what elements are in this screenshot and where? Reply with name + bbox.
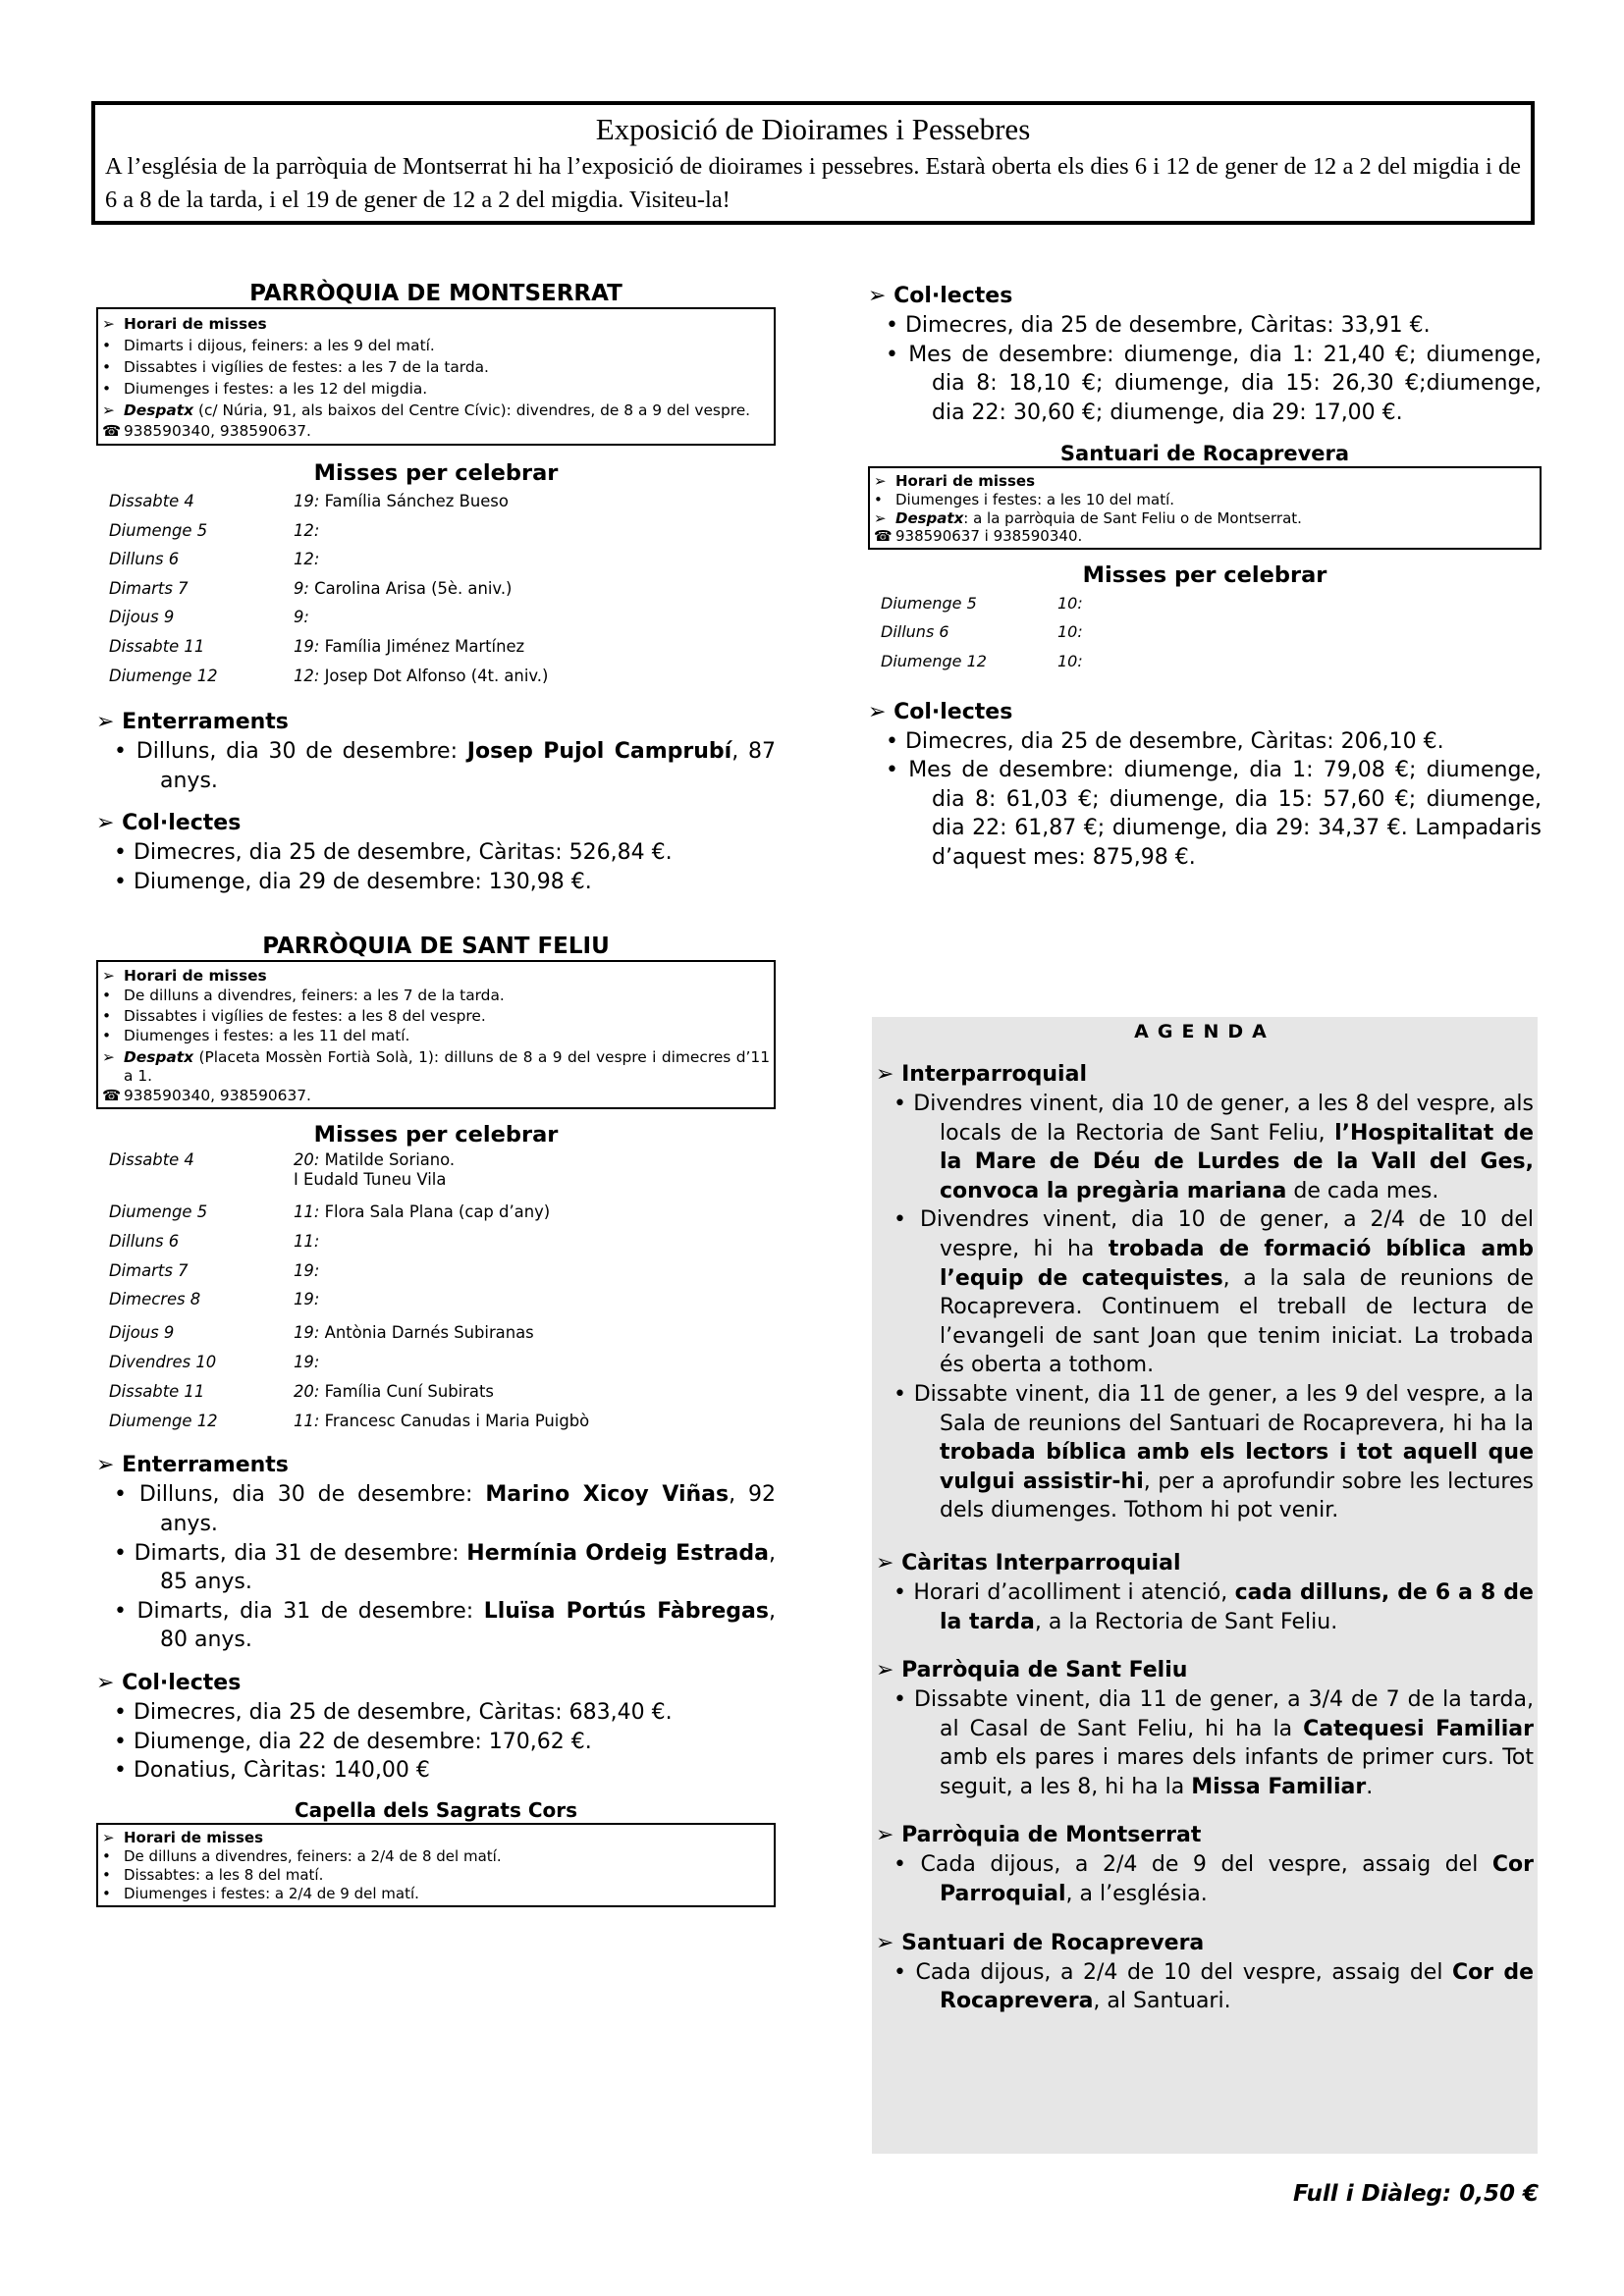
bullet-icon: • xyxy=(874,490,883,508)
arrow-icon: ➢ xyxy=(96,1453,115,1478)
arrow-icon: ➢ xyxy=(876,1062,894,1087)
box-heading: Horari de misses xyxy=(124,1828,264,1846)
collecta-item: • Dimecres, dia 25 de desembre, Càritas: 206,10 €. xyxy=(886,728,1444,754)
footer-price: Full i Diàleg: 0,50 € xyxy=(1293,2181,1539,2207)
phone-numbers: 938590340, 938590637. xyxy=(124,422,311,440)
mass-row: Dissabte 11 20: Família Cuní Subirats xyxy=(109,1381,494,1401)
mass-row: Dimarts 7 9: Carolina Arisa (5è. aniv.) xyxy=(109,578,513,598)
rocaprevera-misses-list xyxy=(868,589,1542,676)
agenda-item: • Dissabte vinent, dia 11 de gener, a les 9 del vespre, a la Sala de reunions del Santuari de Rocaprevera, hi ha la trobada bíblica amb els lectors i tot aquell que vulgui assistir-hi, per a aprofundir sobre les lectures dels diumenges. Tothom hi pot venir. xyxy=(893,1381,1534,1523)
arrow-icon: ➢ xyxy=(96,811,115,836)
schedule-line: De dilluns a divendres, feiners: a les 7 de la tarda. xyxy=(124,987,505,1005)
montserrat-enterraments xyxy=(96,708,776,795)
agenda-interparroquial xyxy=(876,1060,1534,1525)
phone-icon: ☎ xyxy=(102,422,122,440)
bullet-icon: • xyxy=(102,1865,111,1884)
santfeliu-agenda-title: Parròquia de Sant Feliu xyxy=(901,1658,1188,1683)
agenda-title: AGENDA xyxy=(1134,1021,1275,1042)
bullet-icon: • xyxy=(102,1006,112,1025)
collectes-title: Col·lectes xyxy=(893,699,1013,724)
arrow-icon: ➢ xyxy=(874,508,887,527)
banner-text: A l’església de la parròquia de Montserrat hi ha l’exposició de dioirames i pessebres. Estarà oberta els dies 6 i 12 de gener de 12 a 2 del migdia i de 6 a 8 de la tarda, i el 19 de gener de 12 a 2 del migdia. Visiteu-la! xyxy=(105,153,1521,213)
arrow-icon: ➢ xyxy=(102,966,115,985)
agenda-panel xyxy=(872,1017,1538,2154)
enterraments-title: Enterraments xyxy=(122,710,289,735)
montserrat-collectes xyxy=(96,809,776,896)
arrow-icon: ➢ xyxy=(868,284,887,308)
mass-row: Dissabte 11 19: Família Jiménez Martínez xyxy=(109,636,525,656)
bullet-icon: • xyxy=(102,337,112,354)
arrow-icon: ➢ xyxy=(96,710,115,735)
montserrat-title: PARRÒQUIA DE MONTSERRAT xyxy=(249,281,623,306)
phone-numbers: 938590637 i 938590340. xyxy=(895,527,1083,546)
arrow-icon: ➢ xyxy=(876,1823,894,1848)
collectes-title: Col·lectes xyxy=(893,284,1013,308)
enterraments-title: Enterraments xyxy=(122,1453,289,1478)
santfeliu-collectes xyxy=(96,1669,776,1786)
enterrament-item: • Dimarts, dia 31 de desembre: Lluïsa Portús Fàbregas, 80 anys. xyxy=(114,1598,776,1653)
enterrament-item: • Dilluns, dia 30 de desembre: Marino Xicoy Viñas, 92 anys. xyxy=(114,1482,776,1536)
montserrat-misses-title: Misses per celebrar xyxy=(313,460,559,486)
santfeliu-misses-title: Misses per celebrar xyxy=(313,1122,559,1148)
enterrament-item: • Dimarts, dia 31 de desembre: Hermínia Ordeig Estrada, 85 anys. xyxy=(114,1540,776,1595)
agenda-item: • Horari d’acolliment i atenció, cada dilluns, de 6 a 8 de la tarda, a la Rectoria de Sant Feliu. xyxy=(893,1579,1534,1634)
santfeliu-title: PARRÒQUIA DE SANT FELIU xyxy=(262,933,610,959)
agenda-item: • Dissabte vinent, dia 11 de gener, a 3/4 de 7 de la tarda, al Casal de Sant Feliu, hi ha la Catequesi Familiar amb els pares i mares dels infants de primer curs. Tot seguit, a les 8, hi ha la Missa Familiar. xyxy=(893,1687,1534,1799)
bullet-icon: • xyxy=(102,1027,112,1045)
collecta-item: • Diumenge, dia 22 de desembre: 170,62 €. xyxy=(114,1729,592,1754)
schedule-line: Diumenges i festes: a les 10 del matí. xyxy=(895,490,1175,508)
despatx-text: (c/ Núria, 91, als baixos del Centre Cívic): divendres, de 8 a 9 del vespre. xyxy=(193,401,751,419)
phone-icon: ☎ xyxy=(102,1086,122,1104)
schedule-line: Diumenges i festes: a les 11 del matí. xyxy=(124,1027,410,1045)
santfeliu-enterraments xyxy=(96,1451,776,1655)
rocaprevera-title: Santuari de Rocaprevera xyxy=(1059,442,1350,466)
despatx-text: : a la parròquia de Sant Feliu o de Montserrat. xyxy=(963,508,1302,527)
bullet-icon: • xyxy=(102,987,112,1005)
mass-row: Dissabte 4 20: Matilde Soriano. I Eudald Tuneu Vila xyxy=(109,1150,456,1190)
arrow-icon: ➢ xyxy=(102,401,115,419)
collecta-item: • Dimecres, dia 25 de desembre, Càritas: 526,84 €. xyxy=(114,840,673,866)
capella-title: Capella dels Sagrats Cors xyxy=(294,1797,578,1822)
despatx-label: Despatx xyxy=(124,1047,194,1066)
rocaprevera-schedule-box xyxy=(868,466,1542,549)
left-column xyxy=(96,280,776,1907)
collecta-item: • Donatius, Càritas: 140,00 € xyxy=(114,1758,430,1784)
despatx-label: Despatx xyxy=(895,508,964,527)
montserrat-schedule-box xyxy=(96,307,776,446)
agenda-item: • Divendres vinent, dia 10 de gener, a les 8 del vespre, als locals de la Rectoria de Sant Feliu, l’Hospitalitat de la Mare de Déu de Lurdes de la Vall del Ges, convoca la pregària mariana de cada mes. xyxy=(893,1092,1534,1203)
mass-row: Dilluns 6 12: xyxy=(109,550,320,569)
mass-row: Dijous 9 19: Antònia Darnés Subiranas xyxy=(109,1323,534,1343)
montserrat-agenda-title: Parròquia de Montserrat xyxy=(901,1823,1202,1848)
collecta-item: • Mes de desembre: diumenge, dia 1: 79,08 €; diumenge, dia 8: 61,03 €; diumenge, dia 15: 57,60 €; diumenge, dia 22: 61,87 €; diumenge, dia 29: 34,37 €. Lampadaris d’aquest mes: 875,98 €. xyxy=(886,758,1542,870)
collecta-item: • Dimecres, dia 25 de desembre, Càritas: 683,40 €. xyxy=(114,1699,673,1725)
rocaprevera-collectes xyxy=(868,698,1542,873)
montserrat-misses-list xyxy=(96,487,776,690)
mass-row: Diumenge 12 10: xyxy=(881,651,1083,670)
mass-row: Dilluns 6 11: xyxy=(109,1231,320,1251)
mass-row: Diumenge 12 11: Francesc Canudas i Maria Puigbò xyxy=(109,1411,590,1430)
arrow-icon: ➢ xyxy=(96,1670,115,1695)
schedule-line: Dimarts i dijous, feiners: a les 9 del matí. xyxy=(124,337,435,354)
agenda-santfeliu xyxy=(876,1656,1534,1801)
schedule-line: Dissabtes i vigílies de festes: a les 8 del vespre. xyxy=(124,1006,486,1025)
arrow-icon: ➢ xyxy=(874,472,887,491)
mass-row: Dimarts 7 19: xyxy=(109,1260,320,1280)
schedule-line: Dissabtes: a les 8 del matí. xyxy=(124,1865,324,1884)
despatx-text: (Placeta Mossèn Fortià Solà, 1): dilluns de 8 a 9 del vespre i dimecres d’11 a 1. xyxy=(124,1047,770,1085)
mass-row: Diumenge 5 12: xyxy=(109,520,320,540)
agenda-item: • Divendres vinent, dia 10 de gener, a 2/4 de 10 del vespre, hi ha trobada de formació bíblica amb l’equip de catequistes, a la sala de reunions de Rocaprevera. Continuem el treball de lectura de l’evangeli de sant Joan que tenim iniciat. La trobada és oberta a tothom. xyxy=(893,1207,1535,1378)
agenda-item: • Cada dijous, a 2/4 de 10 del vespre, assaig del Cor de Rocaprevera, al Santuari. xyxy=(893,1959,1534,2014)
box-heading: Horari de misses xyxy=(124,315,267,333)
santfeliu-misses-list xyxy=(96,1148,776,1435)
despatx-label: Despatx xyxy=(124,401,194,419)
arrow-icon: ➢ xyxy=(102,1828,115,1846)
caritas-title: Càritas Interparroquial xyxy=(901,1550,1181,1575)
agenda-rocaprevera xyxy=(876,1929,1534,2016)
mass-row: Diumenge 5 11: Flora Sala Plana (cap d’any) xyxy=(109,1202,551,1222)
schedule-line: Diumenges i festes: a les 12 del migdia. xyxy=(124,380,428,398)
schedule-line: Dissabtes i vigílies de festes: a les 7 de la tarda. xyxy=(124,358,489,376)
rocaprevera-misses-title: Misses per celebrar xyxy=(1082,561,1327,588)
rocaprevera-agenda-title: Santuari de Rocaprevera xyxy=(901,1930,1205,1955)
interparroquial-title: Interparroquial xyxy=(901,1062,1087,1087)
schedule-line: Diumenges i festes: a 2/4 de 9 del matí. xyxy=(124,1884,419,1902)
arrow-icon: ➢ xyxy=(868,699,887,724)
banner-title: Exposició de Dioirames i Pessebres xyxy=(595,112,1031,146)
schedule-line: De dilluns a divendres, feiners: a 2/4 de 8 del matí. xyxy=(124,1846,502,1865)
mass-row: Divendres 10 19: xyxy=(109,1353,320,1372)
capella-schedule-box xyxy=(96,1823,776,1907)
right-column xyxy=(868,282,1542,873)
right-top-collectes xyxy=(868,282,1542,427)
collecta-item: • Mes de desembre: diumenge, dia 1: 21,40 €; diumenge, dia 8: 18,10 €; diumenge, dia 15: 26,30 €;diumenge, dia 22: 30,60 €; diumenge, dia 29: 17,00 €. xyxy=(886,342,1542,425)
collecta-item: • Dimecres, dia 25 de desembre, Càritas: 33,91 €. xyxy=(886,313,1431,338)
mass-row: Dissabte 4 19: Família Sánchez Bueso xyxy=(109,492,509,510)
phone-icon: ☎ xyxy=(874,527,893,546)
mass-row: Dijous 9 9: xyxy=(109,608,309,627)
arrow-icon: ➢ xyxy=(876,1550,894,1575)
bullet-icon: • xyxy=(102,1884,111,1902)
agenda-montserrat xyxy=(876,1821,1534,1908)
agenda-item: • Cada dijous, a 2/4 de 9 del vespre, assaig del Cor Parroquial, a l’església. xyxy=(893,1852,1534,1907)
collectes-title: Col·lectes xyxy=(122,1670,242,1695)
mass-row: Dimecres 8 19: xyxy=(109,1290,320,1309)
arrow-icon: ➢ xyxy=(102,1047,115,1066)
mass-row: Diumenge 5 10: xyxy=(881,593,1083,613)
box-heading: Horari de misses xyxy=(895,472,1036,491)
agenda-caritas xyxy=(876,1549,1534,1636)
enterrament-item: • Dilluns, dia 30 de desembre: Josep Pujol Camprubí, 87 anys. xyxy=(114,739,776,793)
phone-numbers: 938590340, 938590637. xyxy=(124,1086,311,1104)
bullet-icon: • xyxy=(102,358,112,376)
arrow-icon: ➢ xyxy=(876,1930,894,1955)
bullet-icon: • xyxy=(102,1846,111,1865)
exhibition-banner xyxy=(91,101,1535,225)
arrow-icon: ➢ xyxy=(102,315,115,333)
arrow-icon: ➢ xyxy=(876,1658,894,1683)
bullet-icon: • xyxy=(102,380,112,398)
mass-row: Diumenge 12 12: Josep Dot Alfonso (4t. aniv.) xyxy=(109,666,549,685)
mass-row: Dilluns 6 10: xyxy=(881,622,1083,642)
santfeliu-schedule-box xyxy=(96,960,776,1110)
box-heading: Horari de misses xyxy=(124,966,267,985)
collectes-title: Col·lectes xyxy=(122,811,242,836)
collecta-item: • Diumenge, dia 29 de desembre: 130,98 €. xyxy=(114,869,592,894)
